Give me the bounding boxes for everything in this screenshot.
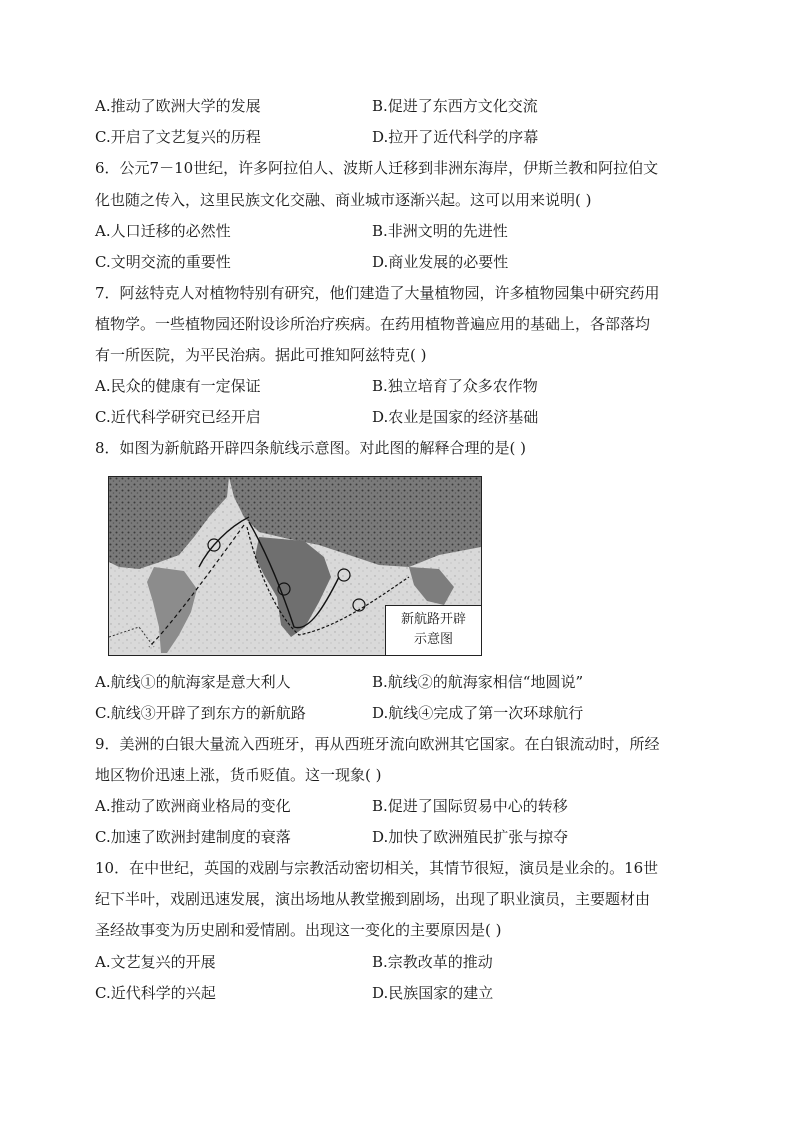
q10-option-b[interactable]: B.宗教改革的推动 — [372, 953, 493, 971]
q7-option-c[interactable]: C.近代科学研究已经开启 — [95, 408, 261, 426]
map-legend-box — [385, 605, 481, 655]
q6-option-a[interactable]: A.人口迁移的必然性 — [95, 222, 231, 240]
q7-option-d[interactable]: D.农业是国家的经济基础 — [372, 408, 539, 426]
q6-option-b[interactable]: B.非洲文明的先进性 — [372, 222, 508, 240]
q6-stem-line-2: 化也随之传入，这里民族文化交融、商业城市逐渐兴起。这可以用来说明( ) — [95, 191, 592, 209]
map-legend-line-2: 示意图 — [413, 632, 453, 647]
q7-stem-line-1: 7．阿兹特克人对植物特别有研究，他们建造了大量植物园，许多植物园集中研究药用 — [95, 284, 660, 302]
q10-stem-line-1: 10．在中世纪，英国的戏剧与宗教活动密切相关，其情节很短，演员是业余的。16世 — [95, 859, 659, 877]
q5-option-a[interactable]: A.推动了欧洲大学的发展 — [95, 97, 261, 115]
q9-stem-line-2: 地区物价迅速上涨，货币贬值。这一现象( ) — [95, 766, 382, 784]
q5-option-d[interactable]: D.拉开了近代科学的序幕 — [372, 128, 539, 146]
q7-stem-line-2: 植物学。一些植物园还附设诊所治疗疾病。在药用植物普遍应用的基础上，各部落均 — [95, 315, 651, 333]
q8-option-a[interactable]: A.航线①的航海家是意大利人 — [95, 673, 291, 691]
q8-option-d[interactable]: D.航线④完成了第一次环球航行 — [372, 704, 584, 722]
q7-stem-line-3: 有一所医院，为平民治病。据此可推知阿兹特克( ) — [95, 346, 427, 364]
q5-option-b[interactable]: B.促进了东西方文化交流 — [372, 97, 538, 115]
q7-option-a[interactable]: A.民众的健康有一定保证 — [95, 377, 261, 395]
q6-option-c[interactable]: C.文明交流的重要性 — [95, 253, 231, 271]
q5-option-c[interactable]: C.开启了文艺复兴的历程 — [95, 128, 261, 146]
q9-option-b[interactable]: B.促进了国际贸易中心的转移 — [372, 797, 568, 815]
q10-option-c[interactable]: C.近代科学的兴起 — [95, 984, 216, 1002]
q9-option-a[interactable]: A.推动了欧洲商业格局的变化 — [95, 797, 291, 815]
q6-stem-line-1: 6．公元7－10世纪，许多阿拉伯人、波斯人迁移到非洲东海岸，伊斯兰教和阿拉伯文 — [95, 159, 659, 177]
q10-stem-line-3: 圣经故事变为历史剧和爱情剧。出现这一变化的主要原因是( ) — [95, 921, 502, 939]
q8-stem-line-1: 8．如图为新航路开辟四条航线示意图。对此图的解释合理的是( ) — [95, 439, 527, 457]
q10-option-a[interactable]: A.文艺复兴的开展 — [95, 953, 216, 971]
q9-stem-line-1: 9．美洲的白银大量流入西班牙，再从西班牙流向欧洲其它国家。在白银流动时，所经 — [95, 735, 660, 753]
q8-option-b[interactable]: B.航线②的航海家相信“地圆说” — [372, 673, 584, 691]
q10-option-d[interactable]: D.民族国家的建立 — [372, 984, 494, 1002]
new-sea-routes-map — [108, 476, 482, 656]
q8-option-c[interactable]: C.航线③开辟了到东方的新航路 — [95, 704, 306, 722]
q6-option-d[interactable]: D.商业发展的必要性 — [372, 253, 509, 271]
q10-stem-line-2: 纪下半叶，戏剧迅速发展，演出场地从教堂搬到剧场，出现了职业演员，主要题材由 — [95, 890, 651, 908]
map-legend-line-1: 新航路开辟 — [400, 612, 466, 627]
q9-option-c[interactable]: C.加速了欧洲封建制度的衰落 — [95, 828, 291, 846]
q7-option-b[interactable]: B.独立培育了众多农作物 — [372, 377, 538, 395]
q9-option-d[interactable]: D.加快了欧洲殖民扩张与掠夺 — [372, 828, 569, 846]
